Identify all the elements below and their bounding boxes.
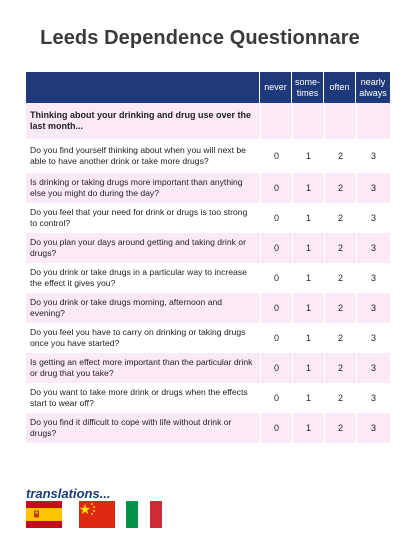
score-option[interactable]: 0 bbox=[260, 263, 292, 293]
header-often: often bbox=[324, 72, 356, 103]
score-option[interactable]: 3 bbox=[356, 383, 390, 413]
score-option[interactable]: 1 bbox=[292, 353, 324, 383]
score-option[interactable]: 1 bbox=[292, 139, 324, 173]
question-row bbox=[26, 233, 390, 263]
header-nearly-always: nearly always bbox=[356, 72, 390, 103]
score-option[interactable]: 2 bbox=[324, 353, 356, 383]
score-option[interactable]: 3 bbox=[356, 323, 390, 353]
header-sometimes: some- times bbox=[292, 72, 324, 103]
score-option[interactable]: 1 bbox=[292, 173, 324, 203]
score-option[interactable]: 2 bbox=[324, 323, 356, 353]
question-text: Is getting an effect more important than the particular drink or drug that you take? bbox=[26, 353, 260, 383]
score-option[interactable]: 2 bbox=[324, 383, 356, 413]
score-option[interactable]: 1 bbox=[292, 323, 324, 353]
question-row bbox=[26, 413, 390, 443]
question-text: Do you want to take more drink or drugs when the effects start to wear off? bbox=[26, 383, 260, 413]
score-option[interactable]: 0 bbox=[260, 293, 292, 323]
score-option[interactable]: 2 bbox=[324, 413, 356, 443]
header-never: never bbox=[260, 72, 292, 103]
question-text: Do you drink or take drugs in a particular way to increase the effect it gives you? bbox=[26, 263, 260, 293]
question-row bbox=[26, 263, 390, 293]
page-title: Leeds Dependence Questionnare bbox=[40, 27, 360, 49]
question-row bbox=[26, 139, 390, 173]
score-option[interactable]: 2 bbox=[324, 173, 356, 203]
question-text: Do you drink or take drugs morning, afternoon and evening? bbox=[26, 293, 260, 323]
score-option[interactable]: 3 bbox=[356, 139, 390, 173]
question-row bbox=[26, 353, 390, 383]
table-header-row bbox=[26, 72, 390, 103]
question-row bbox=[26, 293, 390, 323]
score-option[interactable]: 0 bbox=[260, 139, 292, 173]
question-row bbox=[26, 323, 390, 353]
score-option[interactable]: 3 bbox=[356, 173, 390, 203]
score-option[interactable]: 3 bbox=[356, 233, 390, 263]
question-row bbox=[26, 173, 390, 203]
score-option[interactable]: 1 bbox=[292, 263, 324, 293]
score-option[interactable]: 2 bbox=[324, 203, 356, 233]
score-option[interactable]: 3 bbox=[356, 413, 390, 443]
question-row bbox=[26, 383, 390, 413]
question-text: Do you feel you have to carry on drinking or taking drugs once you have started? bbox=[26, 323, 260, 353]
score-option[interactable]: 1 bbox=[292, 383, 324, 413]
intro-row bbox=[26, 103, 390, 139]
score-option[interactable]: 0 bbox=[260, 323, 292, 353]
score-option[interactable]: 1 bbox=[292, 203, 324, 233]
score-option[interactable]: 0 bbox=[260, 203, 292, 233]
score-option[interactable]: 2 bbox=[324, 293, 356, 323]
italy-flag-icon[interactable] bbox=[126, 501, 162, 528]
intro-text: Thinking about your drinking and drug use over the last month... bbox=[26, 103, 260, 139]
spain-flag-icon[interactable] bbox=[26, 501, 62, 528]
score-option[interactable]: 1 bbox=[292, 233, 324, 263]
question-text: Do you feel that your need for drink or drugs is too strong to control? bbox=[26, 203, 260, 233]
score-option[interactable]: 2 bbox=[324, 139, 356, 173]
score-option[interactable]: 3 bbox=[356, 293, 390, 323]
score-option[interactable]: 3 bbox=[356, 203, 390, 233]
question-row bbox=[26, 203, 390, 233]
score-option[interactable]: 1 bbox=[292, 293, 324, 323]
score-option[interactable]: 2 bbox=[324, 263, 356, 293]
china-flag-icon[interactable] bbox=[79, 501, 115, 528]
question-text: Do you plan your days around getting and taking drink or drugs? bbox=[26, 233, 260, 263]
question-text: Do you find it difficult to cope with life without drink or drugs? bbox=[26, 413, 260, 443]
score-option[interactable]: 0 bbox=[260, 173, 292, 203]
score-option[interactable]: 1 bbox=[292, 413, 324, 443]
question-text: Do you find yourself thinking about when you will next be able to have another drink or take more drugs? bbox=[26, 139, 260, 173]
score-option[interactable]: 0 bbox=[260, 353, 292, 383]
score-option[interactable]: 0 bbox=[260, 233, 292, 263]
header-question bbox=[26, 72, 260, 103]
question-text: Is drinking or taking drugs more important than anything else you might do during the day? bbox=[26, 173, 260, 203]
score-option[interactable]: 3 bbox=[356, 263, 390, 293]
score-option[interactable]: 2 bbox=[324, 233, 356, 263]
score-option[interactable]: 0 bbox=[260, 413, 292, 443]
questionnaire-table bbox=[26, 72, 390, 443]
score-option[interactable]: 0 bbox=[260, 383, 292, 413]
translations-label: translations... bbox=[26, 486, 111, 501]
score-option[interactable]: 3 bbox=[356, 353, 390, 383]
